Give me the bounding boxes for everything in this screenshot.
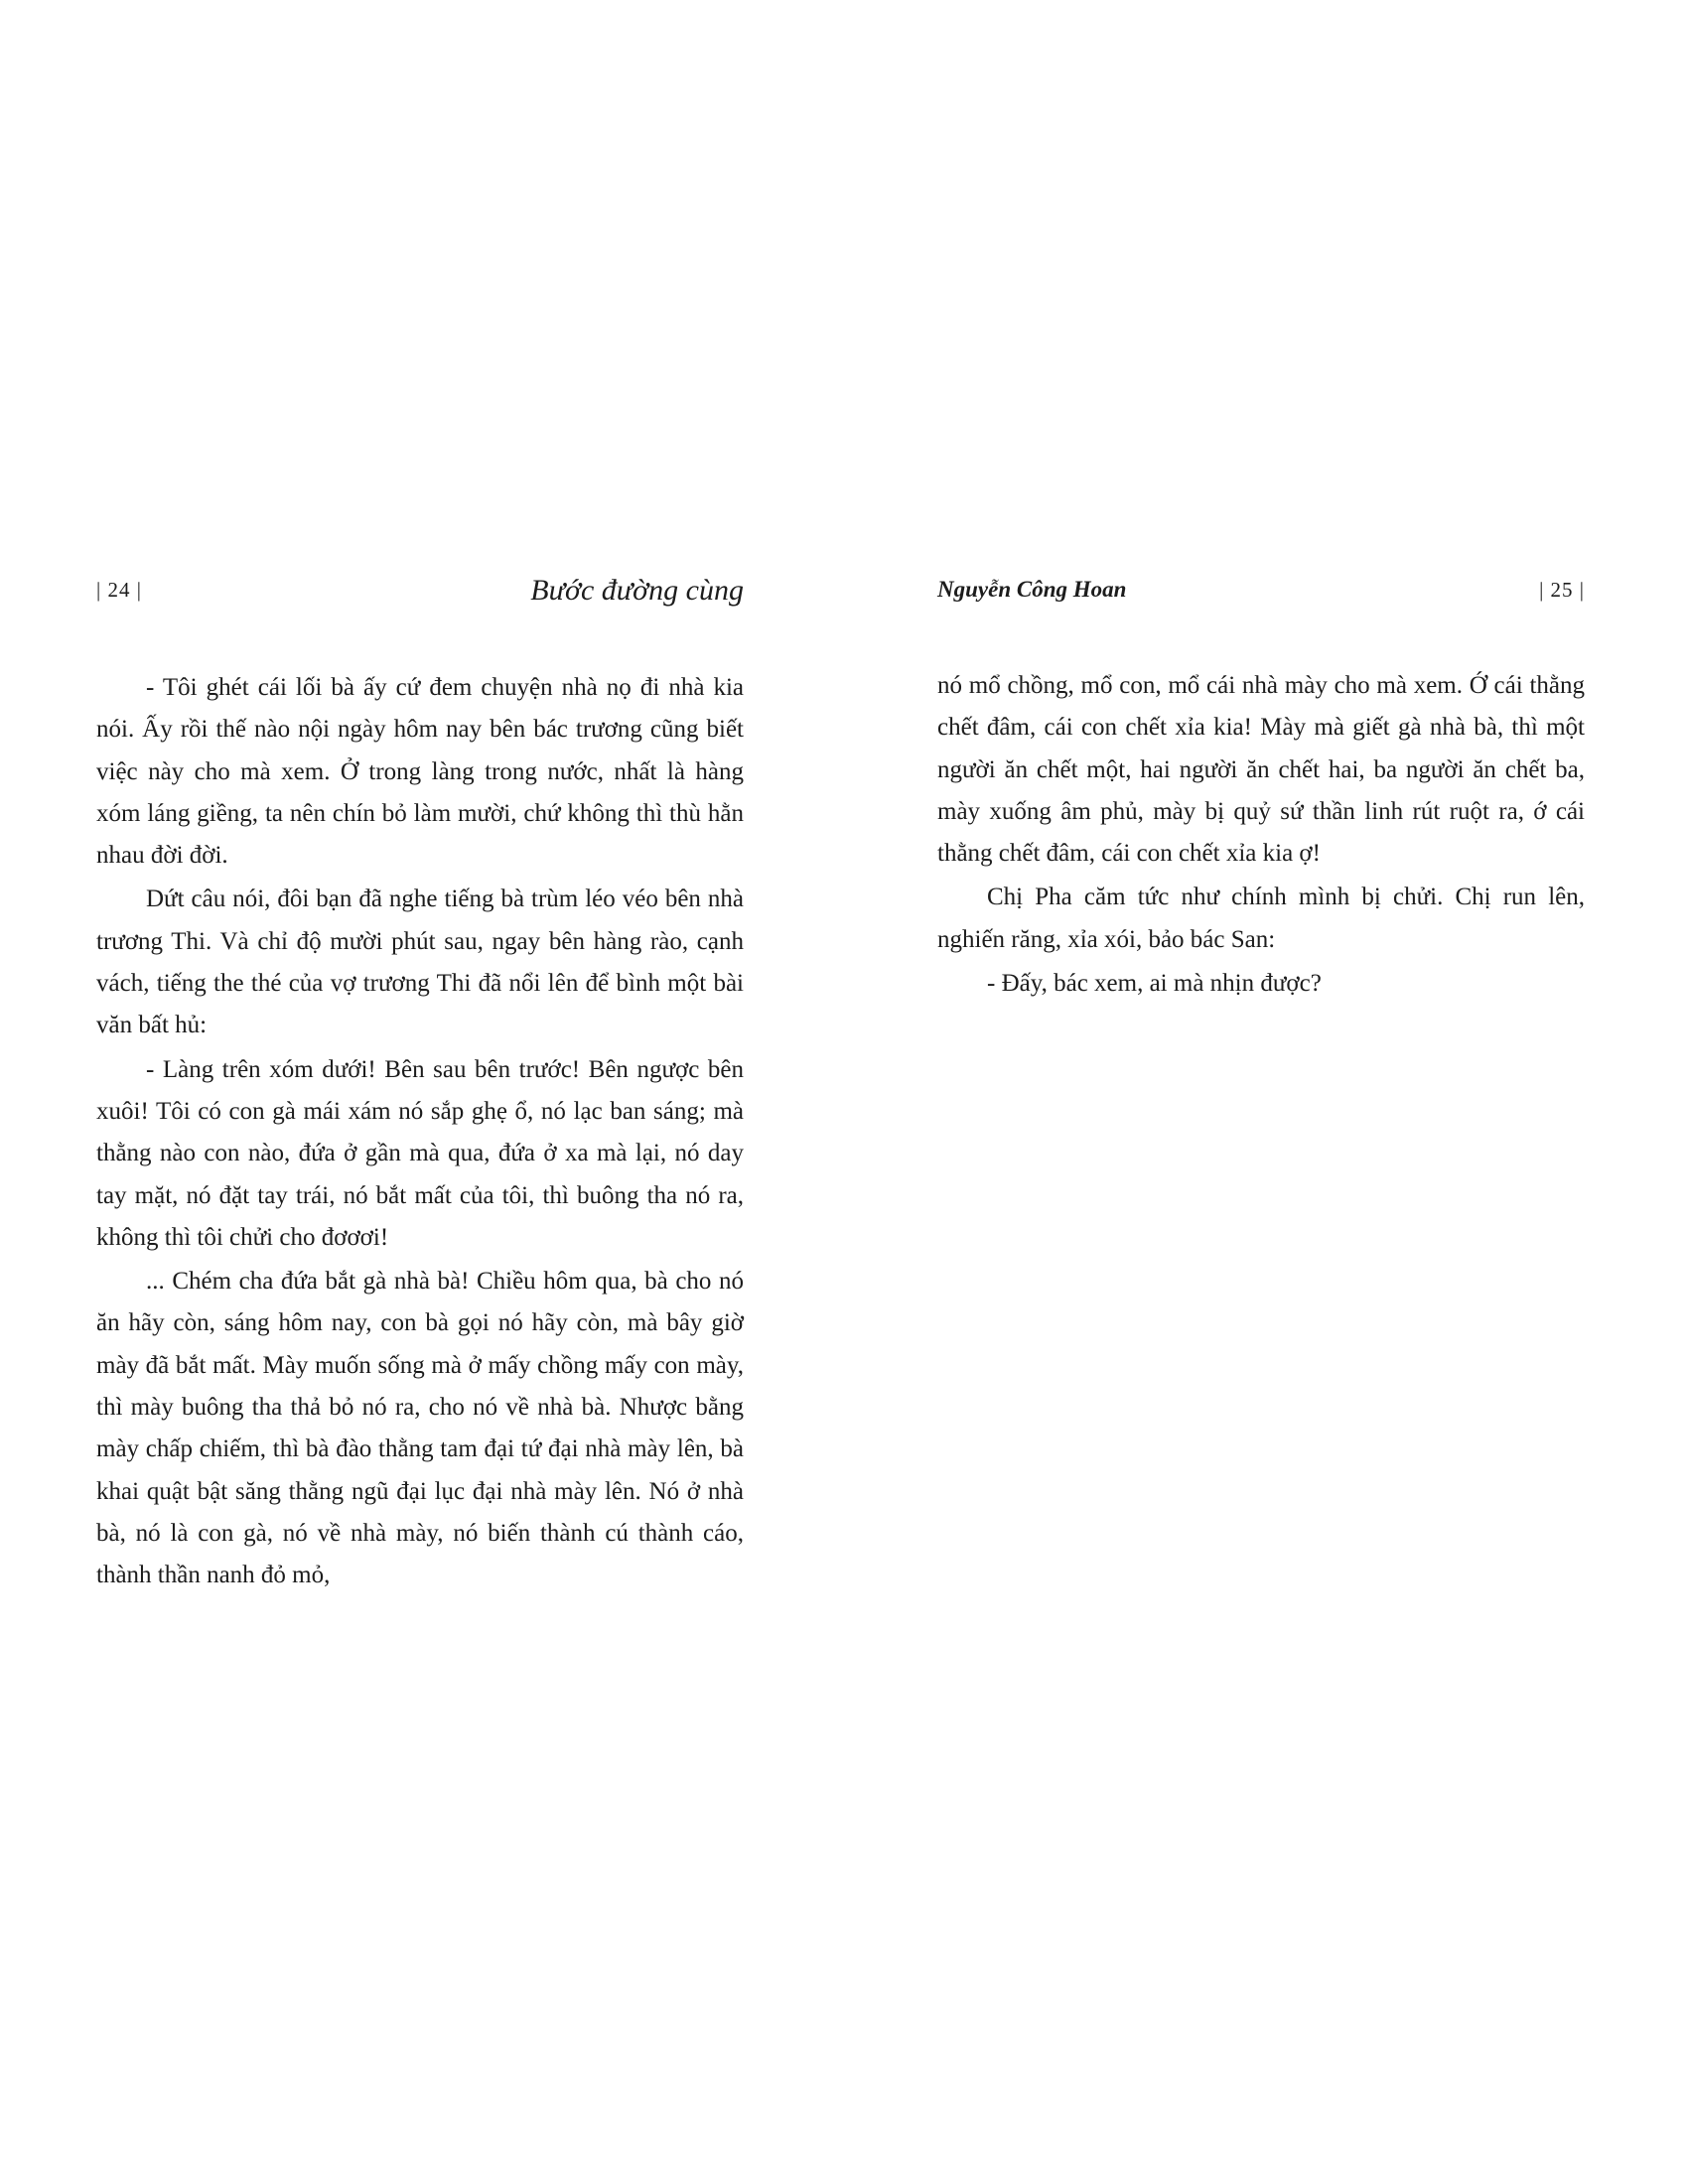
right-page	[937, 574, 1585, 1005]
right-page-header	[937, 574, 1585, 614]
running-title: Bước đường cùng	[530, 574, 744, 607]
paragraph: - Đấy, bác xem, ai mà nhịn được?	[987, 970, 1322, 998]
paragraph: ... Chém cha đứa bắt gà nhà bà! Chiều hôm qua, bà cho nó ăn hãy còn, sáng hôm nay, con bà gọi nó hãy còn, mà bây giờ mày đã bắt mất. Mày muốn sống mà ở mấy chồng mấy con mày, thì mày buông tha thả bỏ nó ra, cho nó về nhà bà. Nhược bằng mày chấp chiếm, thì bà đào thằng tam đại tứ đại nhà mày lên, bà khai quật bật săng thằng ngũ đại lục đại nhà mày lên. Nó ở nhà bà, nó là con gà, nó về nhà mày, nó biến thành cú thành cáo, thành thần nanh đỏ mỏ,	[96, 1268, 744, 1589]
paragraph: Chị Pha căm tức như chính mình bị chửi. Chị run lên, nghiến răng, xỉa xói, bảo bác San:	[937, 884, 1585, 953]
paragraph: - Tôi ghét cái lối bà ấy cứ đem chuyện nhà nọ đi nhà kia nói. Ấy rồi thế nào nội ngày hôm nay bên bác trương cũng biết việc này cho mà xem. Ở trong làng trong nước, nhất là hàng xóm láng giềng, ta nên chín bỏ làm mười, chứ không thì thù hằn nhau đời đời.	[96, 674, 744, 870]
left-page-header	[96, 574, 744, 614]
right-page-body	[937, 665, 1585, 1005]
paragraph: Dứt câu nói, đôi bạn đã nghe tiếng bà trùm léo véo bên nhà trương Thi. Và chỉ độ mười phút sau, ngay bên hàng rào, cạnh vách, tiếng the thé của vợ trương Thi đã nổi lên để bình một bài văn bất hủ:	[96, 886, 744, 1039]
running-author: Nguyễn Công Hoan	[937, 577, 1127, 602]
left-page	[96, 574, 744, 1597]
paragraph: nó mổ chồng, mổ con, mổ cái nhà mày cho mà xem. Ớ cái thằng chết đâm, cái con chết xỉa kia! Mày mà giết gà nhà bà, thì một người ăn chết một, hai người ăn chết hai, ba người ăn chết ba, mày xuống âm phủ, mày bị quỷ sứ thần linh rút ruột ra, ớ cái thằng chết đâm, cái con chết xỉa kia ợ!	[937, 672, 1585, 868]
page-number-right: | 25 |	[1539, 578, 1585, 602]
paragraph: - Làng trên xóm dưới! Bên sau bên trước! Bên ngược bên xuôi! Tôi có con gà mái xám nó sắp ghẹ ổ, nó lạc ban sáng; mà thằng nào con nào, đứa ở gần mà qua, đứa ở xa mà lại, nó day tay mặt, nó đặt tay trái, nó bắt mất của tôi, thì buông tha nó ra, không thì tôi chửi cho đơơơi!	[96, 1055, 744, 1251]
page-number-left: | 24 |	[96, 578, 142, 602]
left-page-body	[96, 667, 744, 1597]
